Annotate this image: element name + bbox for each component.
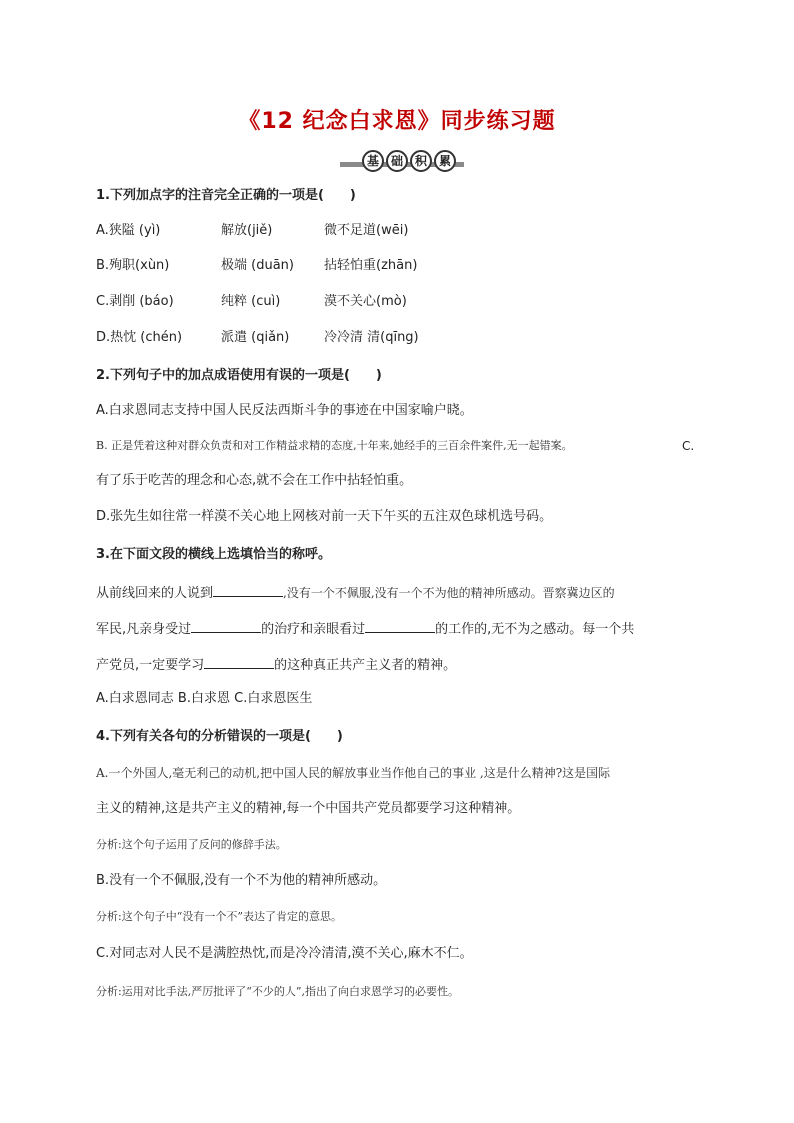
q4-option-a-line-2: 主义的精神,这是共产主义的精神,每一个中国共产党员都要学习这种精神。 [96, 801, 521, 816]
fill-blank-3[interactable] [365, 618, 435, 633]
option-cell: D.热忱 (chén) [96, 330, 183, 345]
q3-options[interactable]: A.白求恩同志 B.白求恩 C.白求恩医生 [96, 691, 313, 706]
option-cell: C.剥削 (báo) [96, 294, 174, 309]
banner-char: 基 [362, 150, 384, 172]
passage-text: 产党员,一定要学习 [96, 658, 205, 673]
passage-text: 的工作的,无不为之感动。每一个共 [435, 622, 635, 637]
banner-chars [362, 150, 456, 172]
option-cell: 极端 (duān) [221, 258, 294, 273]
q2-option-b[interactable]: B. 正是凭着这种对群众负责和对工作精益求精的态度,十年来,她经手的三百余件案件,无一起错案。 [96, 439, 573, 452]
q3-passage-line-3 [96, 654, 456, 675]
passage-text: 军民,凡亲身受过 [96, 622, 192, 637]
option-cell: A.狭隘 (yì) [96, 223, 161, 238]
q4-option-b-analysis: 分析:这个句子中“没有一个不”表达了肯定的意思。 [96, 910, 342, 923]
banner-char: 累 [434, 150, 456, 172]
q4-option-c[interactable]: C.对同志对人民不是满腔热忱,而是冷冷清清,漠不关心,麻木不仁。 [96, 946, 473, 961]
q4-option-a-line-1[interactable]: A.一个外国人,毫无利己的动机,把中国人民的解放事业当作他自己的事业 ,这是什么精神?这是国际 [96, 766, 611, 780]
q2-option-a[interactable]: A.白求恩同志支持中国人民反法西斯斗争的事迹在中国家喻户晓。 [96, 403, 473, 418]
passage-text: 从前线回来的人说到 [96, 586, 214, 601]
q2-stem: 2.下列句子中的加点成语使用有误的一项是( ) [96, 368, 382, 383]
passage-text: ,没有一个不佩服,没有一个不为他的精神所感动。晋察冀边区的 [283, 586, 615, 600]
banner-char: 础 [386, 150, 408, 172]
page-title: 《12 纪念白求恩》同步练习题 [238, 109, 556, 134]
q3-stem: 3.在下面文段的横线上选填恰当的称呼。 [96, 547, 331, 562]
fill-blank-4[interactable] [204, 654, 274, 669]
option-cell: B.殉职(xùn) [96, 258, 170, 273]
q3-passage-line-1 [96, 582, 615, 603]
section-banner [340, 150, 464, 172]
passage-text: 的这种真正共产主义者的精神。 [274, 658, 457, 673]
option-cell: 派遣 (qiǎn) [221, 330, 290, 345]
banner-char: 积 [410, 150, 432, 172]
passage-text: 的治疗和亲眼看过 [261, 622, 366, 637]
q4-option-b[interactable]: B.没有一个不佩服,没有一个不为他的精神所感动。 [96, 873, 387, 888]
option-cell: 漠不关心(mò) [324, 294, 407, 309]
q2-option-d[interactable]: D.张先生如往常一样漠不关心地上网核对前一天下午买的五注双色球机选号码。 [96, 509, 553, 524]
option-cell: 冷冷清 清(qīng) [324, 330, 419, 345]
q4-option-c-analysis: 分析:运用对比手法,严厉批评了“不少的人”,指出了向白求恩学习的必要性。 [96, 985, 459, 998]
q3-passage-line-2 [96, 618, 634, 639]
q4-option-a-analysis: 分析:这个句子运用了反问的修辞手法。 [96, 838, 287, 851]
fill-blank-1[interactable] [213, 582, 283, 597]
q4-stem: 4.下列有关各句的分析错误的一项是( ) [96, 729, 343, 744]
q2-option-c-marker: C. [682, 439, 695, 453]
fill-blank-2[interactable] [191, 618, 261, 633]
option-cell: 解放(jiě) [221, 223, 273, 238]
q1-stem: 1.下列加点字的注音完全正确的一项是( ) [96, 188, 356, 203]
option-cell: 纯粹 (cuì) [221, 294, 281, 309]
option-cell: 拈轻怕重(zhān) [324, 258, 418, 273]
option-cell: 微不足道(wēi) [324, 223, 409, 238]
q2-option-c[interactable]: 有了乐于吃苦的理念和心态,就不会在工作中拈轻怕重。 [96, 473, 413, 488]
